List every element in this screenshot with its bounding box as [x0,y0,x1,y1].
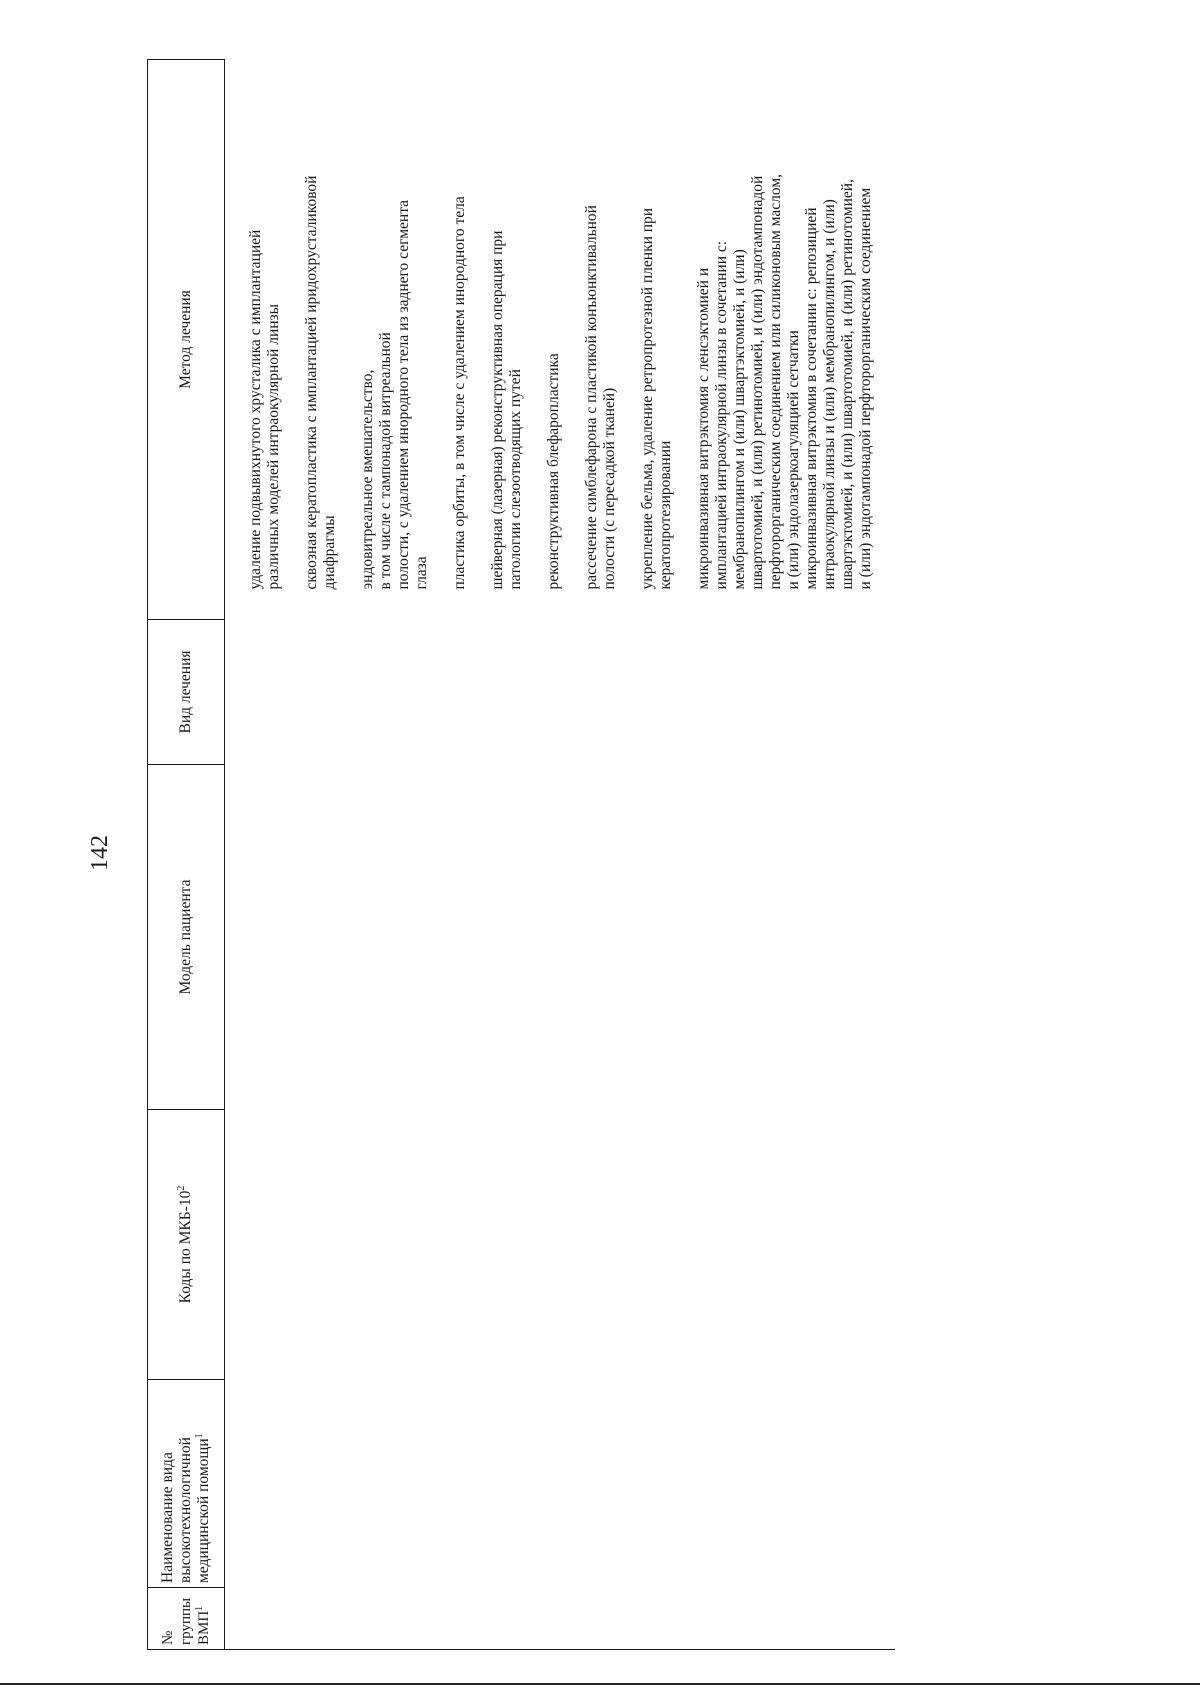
cell-group-no [225,1588,896,1650]
list-item: шейверная (лазерная) реконструктивная операция при патологии слезоотводящих путей [489,230,524,590]
list-item: рассечение симблефарона с пластикой конъюнктивальной полости (с пересадкой тканей) [583,205,618,590]
header-icd-codes: Коды по МКБ-$10^2$ [148,1110,225,1380]
header-patient-model: Модель пациента [148,765,225,1110]
cell-treatment-method [225,60,896,620]
table-row [225,60,896,1650]
bottom-rule [0,1683,1200,1685]
cell-patient-model [225,765,896,1110]
list-item: эндовитреальное вмешательство, в том числе с тампонадой витреальной полости, с удалением инородного тела из заднего сегмента глаза [359,199,430,590]
header-treatment-method: Метод лечения [148,60,225,620]
table-header-row [148,60,225,1650]
method-list [225,60,875,620]
cell-icd-codes [225,1110,896,1380]
page-number: 142 [87,835,113,871]
list-item: сквозная кератопластика с имплантацией иридохрусталиковой диафрагмы [303,175,338,590]
cell-care-name [225,1380,896,1588]
cell-treatment-type [225,620,896,765]
list-item: пластика орбиты, в том числе с удалением инородного тела [451,196,468,590]
list-item: укрепление бельма, удаление ретропротезной пленки при кератопротезировании [639,207,674,590]
vmp-table [147,59,895,1650]
list-item: удаление подвывихнутого хрусталика с имплантацией различных моделей интраокулярной линзы [247,229,282,590]
list-item: микроинвазивная витрэктомия с ленсэктомией и имплантацией интраокулярной линзы в сочетании с: мембранопилингом и (или) швартэктомией, и (или) швартотомией, и (или) ретинотомией, и (или) эндотампонадой перфторорганическим соединением или силиконовым маслом, и (или) эндолазеркоагуляцией сетчатки микроинвазивная витрэктомия в сочетании с: репозицией интраокулярной линзы и (или) мембранопилингом, и (или) швартэктомией, и (или) швартотомией, и (или) ретинотомией, и (или) эндотампонадой перфторорганическим соединением [695,173,874,590]
header-group-no: № группы ВМП$^1$ [148,1588,225,1650]
rotated-table-panel [147,60,1067,1650]
header-care-name: Наименование вида высокотехнологичной медицинской помощи$^1$ [148,1380,225,1588]
header-treatment-type: Вид лечения [148,620,225,765]
list-item: реконструктивная блефаропластика [545,353,562,590]
